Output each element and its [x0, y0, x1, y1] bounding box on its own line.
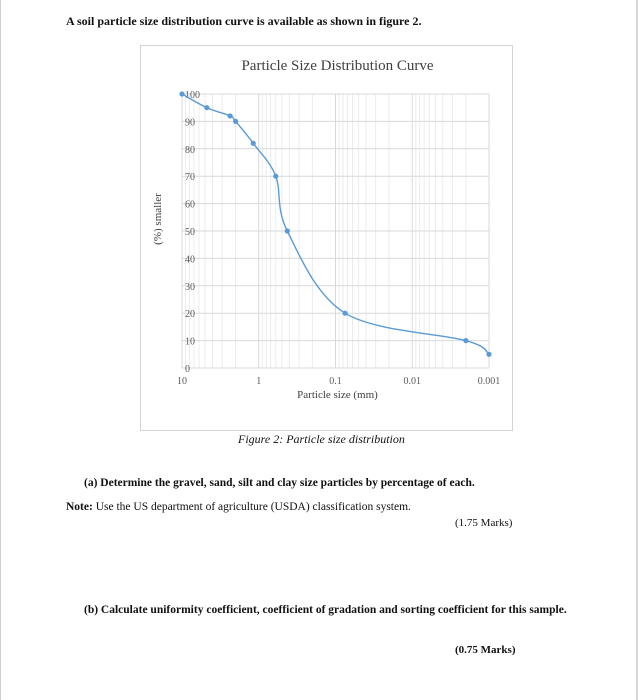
- y-tick-label: 60: [185, 199, 195, 211]
- data-point: [251, 141, 256, 146]
- data-point: [285, 228, 290, 233]
- chart-title: Particle Size Distribution Curve: [241, 58, 434, 74]
- data-point: [486, 352, 491, 357]
- data-point: [233, 119, 238, 124]
- data-point: [228, 113, 233, 118]
- data-point: [273, 174, 278, 179]
- y-tick-label: 70: [185, 172, 195, 184]
- x-tick-label: 0.1: [329, 376, 342, 387]
- x-tick-label: 0.01: [403, 376, 421, 387]
- question-a: (a) Determine the gravel, sand, silt and clay size particles by percentage of each.: [84, 477, 475, 489]
- intro-text: A soil particle size distribution curve is available as shown in figure 2.: [66, 14, 422, 28]
- page-left-edge: [0, 0, 1, 700]
- note-label: Note:: [66, 501, 93, 513]
- note-text: Use the US department of agriculture (USDA) classification system.: [92, 501, 411, 513]
- y-tick-label: 100: [185, 90, 200, 101]
- y-axis-label: (%) smaller: [152, 193, 164, 245]
- question-a-marks: (1.75 Marks): [455, 517, 513, 529]
- x-tick-label: 10: [177, 376, 187, 387]
- question-b-marks: (0.75 Marks): [455, 644, 516, 656]
- x-tick-label: 1: [256, 376, 262, 387]
- y-tick-label: 10: [185, 336, 195, 348]
- question-b: (b) Calculate uniformity coefficient, coefficient of gradation and sorting coefficient for this sample.: [84, 604, 567, 616]
- data-point: [204, 105, 209, 110]
- y-tick-label: 90: [185, 117, 195, 129]
- chart-frame: [140, 45, 513, 431]
- y-tick-label: 50: [185, 227, 195, 238]
- y-tick-label: 30: [185, 281, 195, 293]
- note-line: [66, 501, 411, 513]
- y-tick-label: 20: [185, 309, 195, 321]
- data-point: [463, 338, 468, 343]
- figure-caption: Figure 2: Particle size distribution: [238, 432, 405, 446]
- data-point: [179, 91, 184, 96]
- data-point: [342, 311, 347, 316]
- y-tick-label: 80: [185, 144, 195, 156]
- y-tick-label: 0: [185, 364, 190, 375]
- x-axis-label: Particle size (mm): [297, 389, 378, 401]
- y-tick-label: 40: [185, 254, 195, 266]
- x-tick-label: 0.001: [477, 376, 501, 387]
- particle-size-chart: [141, 46, 512, 430]
